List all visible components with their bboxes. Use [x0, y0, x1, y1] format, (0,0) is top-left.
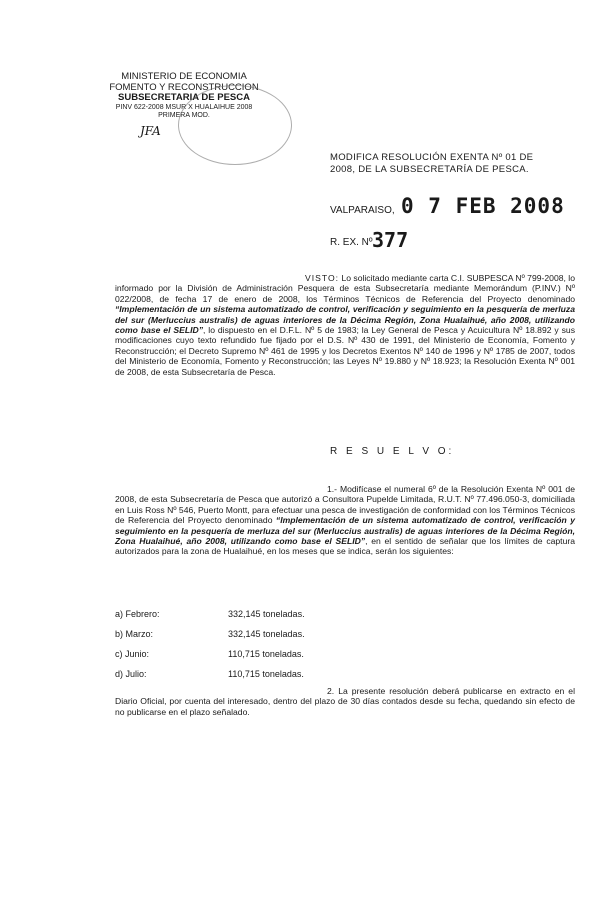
point-1-text-1: 1.- Modifícase el numeral 6º de la Resolución Exenta Nº 001 de 2008, de esta Subsecretaría de Pesca que autorizó a Consultora Pupelde Limitada, R.U.T. Nº 77.496.050-3, domiciliada en Luis Ross Nº 546, Puerto Montt, para efectuar una pesca de investigación de conformidad con los Términos Técnicos de Referencia del Proyecto denominado	[115, 484, 575, 526]
list-item	[115, 644, 305, 664]
resuelvo-heading: R E S U E L V O:	[330, 446, 455, 457]
limit-value: 110,715 toneladas.	[228, 649, 304, 659]
limit-month: a) Febrero:	[115, 609, 160, 619]
point-1-text-2: , en el sentido de señalar que los límites de captura autorizados para la zona de Hualaihué, en los meses que se indica, serán los siguientes:	[115, 536, 575, 557]
visto-paragraph	[115, 273, 575, 377]
limit-month: b) Marzo:	[115, 629, 154, 639]
visto-text-1: Lo solicitado mediante carta C.I. SUBPESCA Nº 799-2008, lo informado por la División de Administración Pesquera de esta Subsecretaría mediante Memorándum (P.INV.) Nº 022/2008, de fecha 17 de enero de 2008, los Términos Técnicos de Referencia del Proyecto denominado	[115, 273, 575, 304]
ministry-name: MINISTERIO DE ECONOMIA	[121, 71, 247, 82]
visto-text-2: , lo dispuesto en el D.F.L. Nº 5 de 1983; la Ley General de Pesca y Acuicultura Nº 18.892 y sus modificaciones cuyo texto refundido fue fijado por el D.S. Nº 430 de 1991, del Ministerio de Economía, Fomento y Reconstrucción; el Decreto Supremo Nº 461 de 1995 y los Decretos Exentos Nº 140 de 1996 y Nº 1785 de 2007, todos del Ministerio de Economía, Fomento y Reconstrucción; las Leyes Nº 19.880 y Nº 18.923; la Resolución Exenta Nº 001 de 2008, de esta Subsecretaría de Pesca.	[115, 325, 575, 377]
capture-limits-list	[115, 604, 305, 684]
subsecretaria-name: SUBSECRETARIA DE PESCA	[118, 92, 250, 103]
limit-month: d) Julio:	[115, 669, 147, 679]
limit-value: 110,715 toneladas.	[228, 669, 304, 679]
date-stamp: 0 7 FEB 2008	[401, 194, 565, 218]
subject-line-2: 2008, DE LA SUBSECRETARÍA DE PESCA.	[330, 164, 529, 175]
modification-reference: PRIMERA MOD.	[158, 111, 210, 119]
author-initials: JFA	[140, 124, 161, 138]
resolution-number: 377	[372, 228, 409, 252]
point-1-paragraph	[115, 484, 575, 557]
point-2-paragraph	[115, 686, 575, 717]
visto-label: VISTO:	[305, 273, 340, 283]
point-2-text: 2. La presente resolución deberá publicarse en extracto en el Diario Oficial, por cuenta del interesado, dentro del plazo de 30 días contados desde su fecha, quedando sin efecto de no publicarse en el plazo señalado.	[115, 686, 575, 717]
official-seal-stamp	[178, 85, 292, 165]
place-label: VALPARAISO,	[330, 205, 395, 216]
resolution-subject	[330, 152, 576, 176]
visto-project-title: “Implementación de un sistema automatizado de control, verificación y seguimiento en la pesquería de merluza del sur (Merluccius australis) de aguas interiores de la Décima Región, Zona Hualaihué, año 2008, utilizando como base el SELID”	[115, 304, 575, 336]
limit-value: 332,145 toneladas.	[228, 629, 305, 639]
list-item	[115, 604, 305, 624]
resolution-number-label: R. EX. Nº	[330, 237, 373, 248]
ministry-name-line2: FOMENTO Y RECONSTRUCCION	[109, 81, 259, 93]
list-item	[115, 664, 305, 684]
point-1-project-title: “Implementación de un sistema automatizado de control, verificación y seguimiento en la pesquería de merluza del sur (Merluccius australis) de aguas interiores de la Décima Región, Zona Hualaihué, año 2008, utilizando como base el SELID”	[115, 515, 575, 547]
file-reference: PINV 622-2008 MSUR X HUALAIHUE 2008	[115, 103, 253, 111]
limit-month: c) Junio:	[115, 649, 150, 659]
limit-value: 332,145 toneladas.	[228, 609, 305, 619]
list-item	[115, 624, 305, 644]
subject-line-1: MODIFICA RESOLUCIÓN EXENTA Nº 01 DE	[330, 152, 534, 163]
